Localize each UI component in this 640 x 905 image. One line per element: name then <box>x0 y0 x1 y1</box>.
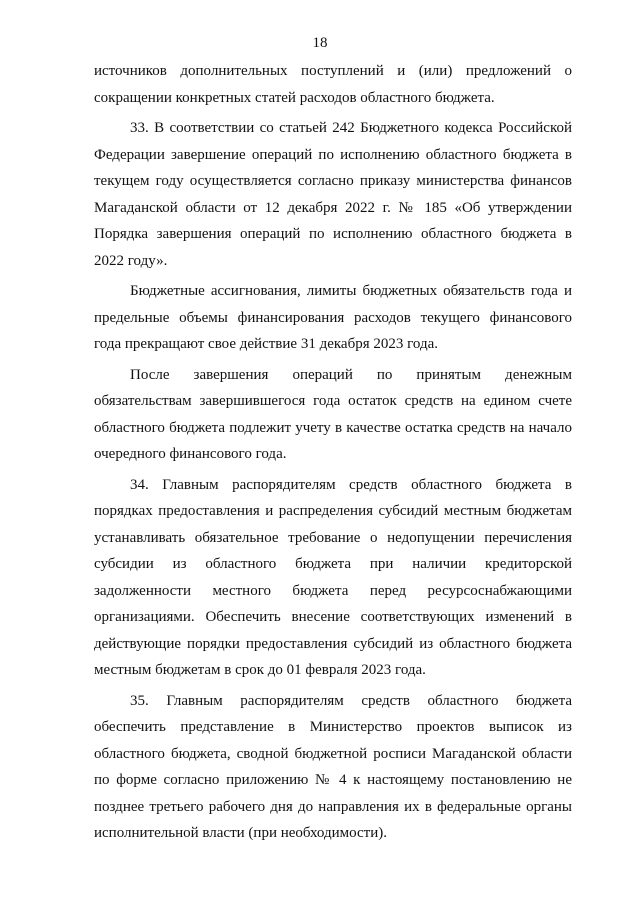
document-body <box>94 58 572 847</box>
paragraph-budget-allocations: Бюджетные ассигнования, лимиты бюджетных обязательств года и предельные объемы финансирования расходов текущего финансового года прекращают свое действие 31 декабря 2023 года. <box>94 283 572 352</box>
paragraph-item-34: 34. Главным распорядителям средств областного бюджета в порядках предоставления и распределения субсидий местным бюджетам устанавливать обязательное требование о недопущении перечисления субсидии из областного бюджета при наличии кредиторской задолженности местного бюджета перед ресурсоснабжающими организациями. Обеспечить внесение соответствующих изменений в действующие порядки предоставления субсидий из областного бюджета местным бюджетам в срок до 01 февраля 2023 года. <box>94 476 572 678</box>
paragraph-continuation: источников дополнительных поступлений и (или) предложений о сокращении конкретных статей расходов областного бюджета. <box>94 63 572 106</box>
page-number: 18 <box>312 35 328 51</box>
paragraph-item-33: 33. В соответствии со статьей 242 Бюджетного кодекса Российской Федерации завершение операций по исполнению областного бюджета в текущем году осуществляется согласно приказу министерства финансов Магаданской области от 12 декабря 2022 г. № 185 «Об утверждении Порядка завершения операций по исполнению областного бюджета в 2022 году». <box>94 120 572 269</box>
paragraph-item-35: 35. Главным распорядителям средств областного бюджета обеспечить представление в Министерство проектов выписок из областного бюджета, сводной бюджетной росписи Магаданской области по форме согласно приложению № 4 к настоящему постановлению не позднее третьего рабочего дня до направления их в федеральные органы исполнительной власти (при необходимости). <box>94 692 572 841</box>
paragraph-remaining-funds: После завершения операций по принятым денежным обязательствам завершившегося года остаток средств на едином счете областного бюджета подлежит учету в качестве остатка средств на начало очередного финансового года. <box>94 366 572 462</box>
